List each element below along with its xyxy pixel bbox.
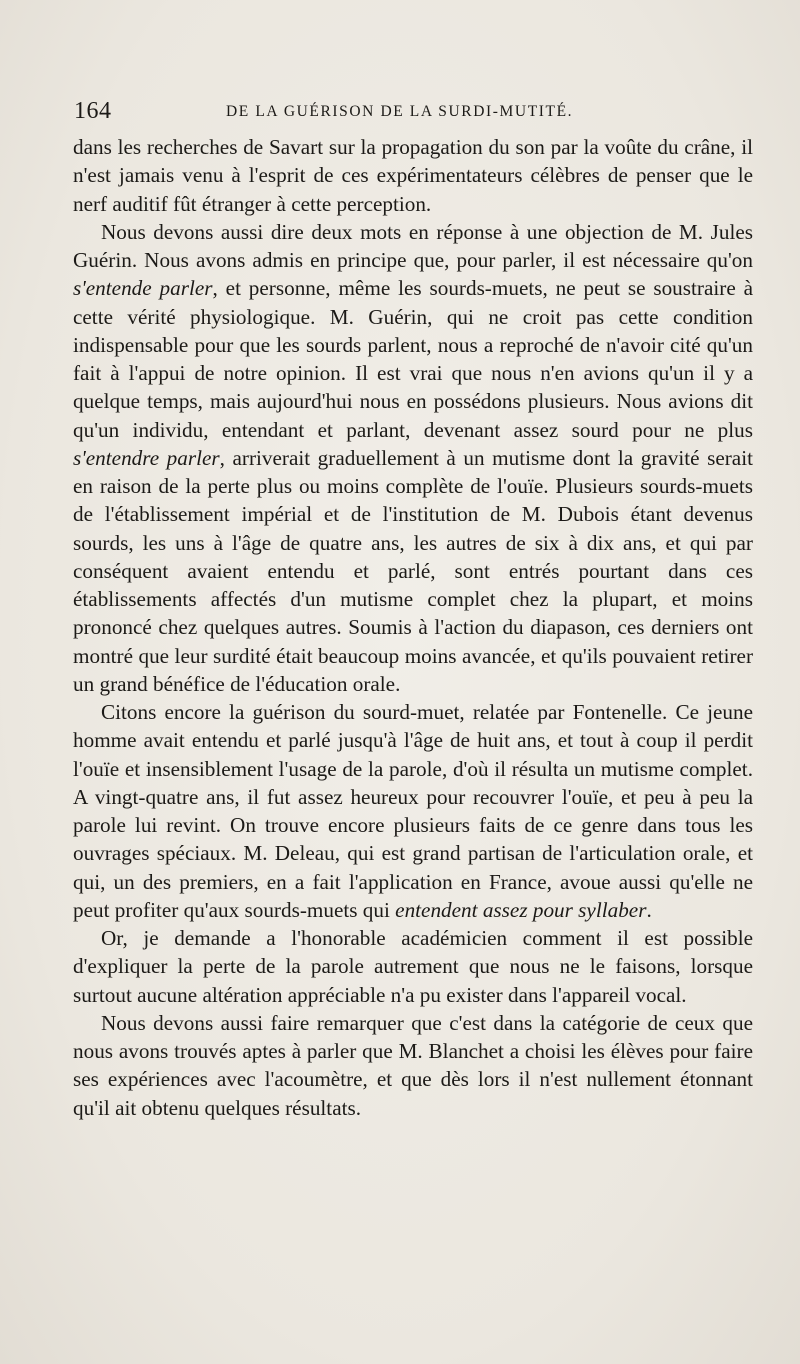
italic-phrase: s'entende parler [73, 276, 213, 301]
text-run: , et personne, même les sourds-muets, ne peut se soustraire à cette vérité physiologique. M. Guérin, qui ne croit pas cette condition indispensable pour que les sourds parlent, nous a reproché de n'avoir cité qu'un fait à l'appui de notre opinion. Il est vrai que nous n'en avions qu'un il y a quelque temps, mais aujourd'hui nous en possédons plusieurs. Nous avions dit qu'un individu, entendant et parlant, devenant assez sourd pour ne plus [73, 276, 753, 442]
text-run: Citons encore la guérison du sourd-muet, relatée par Fontenelle. Ce jeune homme avait entendu et parlé jusqu'à l'âge de huit ans, et tout à coup il perdit l'ouïe et insensiblement l'usage de la parole, d'où il résulta un mutisme complet. A vingt-quatre ans, il fut assez heureux pour recouvrer l'ouïe, et peu à peu la parole lui revint. On trouve encore plusieurs faits de ce genre dans tous les ouvrages spéciaux. M. Deleau, qui est grand partisan de l'articulation orale, et qui, un des premiers, en a fait l'application en France, avoue aussi qu'elle ne peut profiter qu'aux sourds-muets qui [73, 700, 753, 922]
text-run: . [646, 897, 652, 922]
paragraph: dans les recherches de Savart sur la propagation du son par la voûte du crâne, il n'est jamais venu à l'esprit de ces expérimentateurs célèbres de penser que le nerf auditif fût étranger à cette perception. [73, 135, 753, 216]
paragraph [73, 698, 753, 924]
italic-phrase: s'entendre parler [73, 445, 220, 470]
running-head [74, 98, 754, 128]
italic-phrase: entendent assez pour syllaber [395, 897, 647, 922]
paragraph [73, 218, 753, 698]
running-title: DE LA GUÉRISON DE LA SURDI-MUTITÉ. [226, 103, 574, 120]
text-run: , arriverait graduellement à un mutisme dont la gravité serait en raison de la perte plus ou moins complète de l'ouïe. Plusieurs sourds-muets de l'établissement impérial et de l'institution de M. Dubois étant devenus sourds, les uns à l'âge de quatre ans, les autres de six à dix ans, et qui par conséquent avaient entendu et parlé, sont entrés pourtant dans ces établissements affectés d'un mutisme complet chez la plupart, et moins prononcé chez quelques autres. Soumis à l'action du diapason, ces derniers ont montré que leur surdité était beaucoup moins avancée, et qu'ils pouvaient retirer un grand bénéfice de l'éducation orale. [73, 445, 753, 696]
text-run: Nous devons aussi dire deux mots en réponse à une objection de M. Jules Guérin. Nous avons admis en principe que, pour parler, il est nécessaire qu'on [73, 219, 753, 272]
body-text [73, 133, 753, 1122]
paragraph: Nous devons aussi faire remarquer que c'est dans la catégorie de ceux que nous avons trouvés aptes à parler que M. Blanchet a choisi les élèves pour faire ses expériences avec l'acoumètre, et que dès lors il n'est nullement étonnant qu'il ait obtenu quelques résultats. [73, 1010, 753, 1120]
page-number: 164 [74, 98, 112, 124]
paragraph: Or, je demande a l'honorable académicien comment il est possible d'expliquer la perte de la parole autrement que nous ne le faisons, lorsque surtout aucune altération appréciable n'a pu exister dans l'appareil vocal. [73, 926, 753, 1007]
